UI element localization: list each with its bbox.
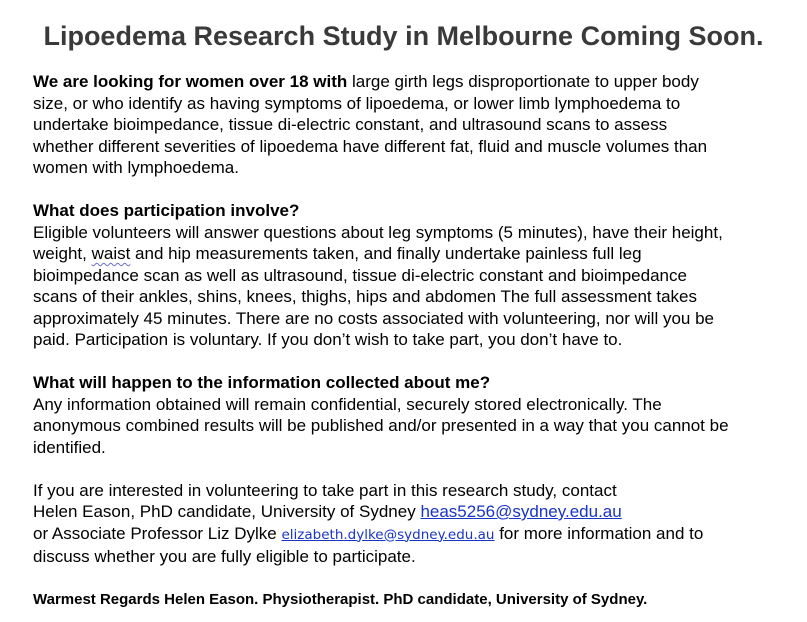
contact-section bbox=[33, 480, 793, 568]
email-link-liz[interactable]: elizabeth.dylke@sydney.edu.au bbox=[281, 526, 495, 543]
contact-line-3 bbox=[33, 523, 793, 547]
information-heading: What will happen to the information collected about me? bbox=[33, 373, 491, 392]
intro-line-4: whether different severities of lipoedema have different fat, fluid and muscle volumes than bbox=[33, 136, 708, 156]
signoff: Warmest Regards Helen Eason. Physiotherapist. PhD candidate, University of Sydney. bbox=[33, 591, 648, 608]
participation-line-3: bioimpedance scan as well as ultrasound, tissue di-electric constant and bioimpedance bbox=[33, 265, 687, 285]
contact-line-2-text: Helen Eason, PhD candidate, University of Sydney bbox=[33, 502, 421, 521]
intro-line-2: size, or who identify as having symptoms of lipoedema, or lower limb lymphoedema to bbox=[33, 93, 681, 113]
contact-line-3-rest: for more information and to bbox=[494, 523, 704, 543]
participation-line-6: paid. Participation is voluntary. If you don’t wish to take part, you don’t have to. bbox=[33, 330, 623, 349]
page-title: Lipoedema Research Study in Melbourne Coming Soon. bbox=[43, 21, 764, 51]
information-line-1: Any information obtained will remain confidential, securely stored electronically. The bbox=[33, 394, 662, 414]
intro-line-5: women with lymphoedema. bbox=[33, 158, 239, 177]
contact-line-1: If you are interested in volunteering to take part in this research study, contact bbox=[33, 480, 617, 500]
information-line-2: anonymous combined results will be published and/or presented in a way that you cannot be bbox=[33, 416, 729, 435]
participation-line-2-b: and hip measurements taken, and finally undertake painless full leg bbox=[130, 244, 642, 263]
participation-line-4: scans of their ankles, shins, knees, thighs, hips and abdomen The full assessment takes bbox=[33, 287, 697, 306]
participation-heading: What does participation involve? bbox=[33, 201, 300, 220]
intro-bold-lead: We are looking for women over 18 with bbox=[33, 72, 348, 91]
intro-line-1 bbox=[33, 71, 793, 93]
participation-line-5: approximately 45 minutes. There are no costs associated with volunteering, nor will you be bbox=[33, 308, 714, 328]
intro-paragraph bbox=[33, 71, 793, 179]
participation-line-1: Eligible volunteers will answer questions about leg symptoms (5 minutes), have their height, bbox=[33, 222, 723, 242]
intro-line-3: undertake bioimpedance, tissue di-electric constant, and ultrasound scans to assess bbox=[33, 115, 668, 134]
participation-line-2-a: weight, bbox=[33, 244, 92, 263]
contact-line-2 bbox=[33, 501, 793, 523]
contact-line-4: discuss whether you are fully eligible to participate. bbox=[33, 547, 416, 566]
participation-section bbox=[33, 200, 793, 351]
information-line-3: identified. bbox=[33, 437, 106, 457]
participation-line-2 bbox=[33, 243, 793, 265]
spellcheck-flagged-word[interactable]: waist bbox=[91, 244, 131, 263]
information-section bbox=[33, 372, 793, 458]
document-body bbox=[33, 71, 793, 611]
email-link-helen[interactable]: heas5256@sydney.edu.au bbox=[420, 502, 622, 521]
intro-line-1-rest: large girth legs disproportionate to upper body bbox=[347, 72, 699, 91]
contact-line-3-text: or Associate Professor Liz Dylke bbox=[33, 523, 282, 543]
